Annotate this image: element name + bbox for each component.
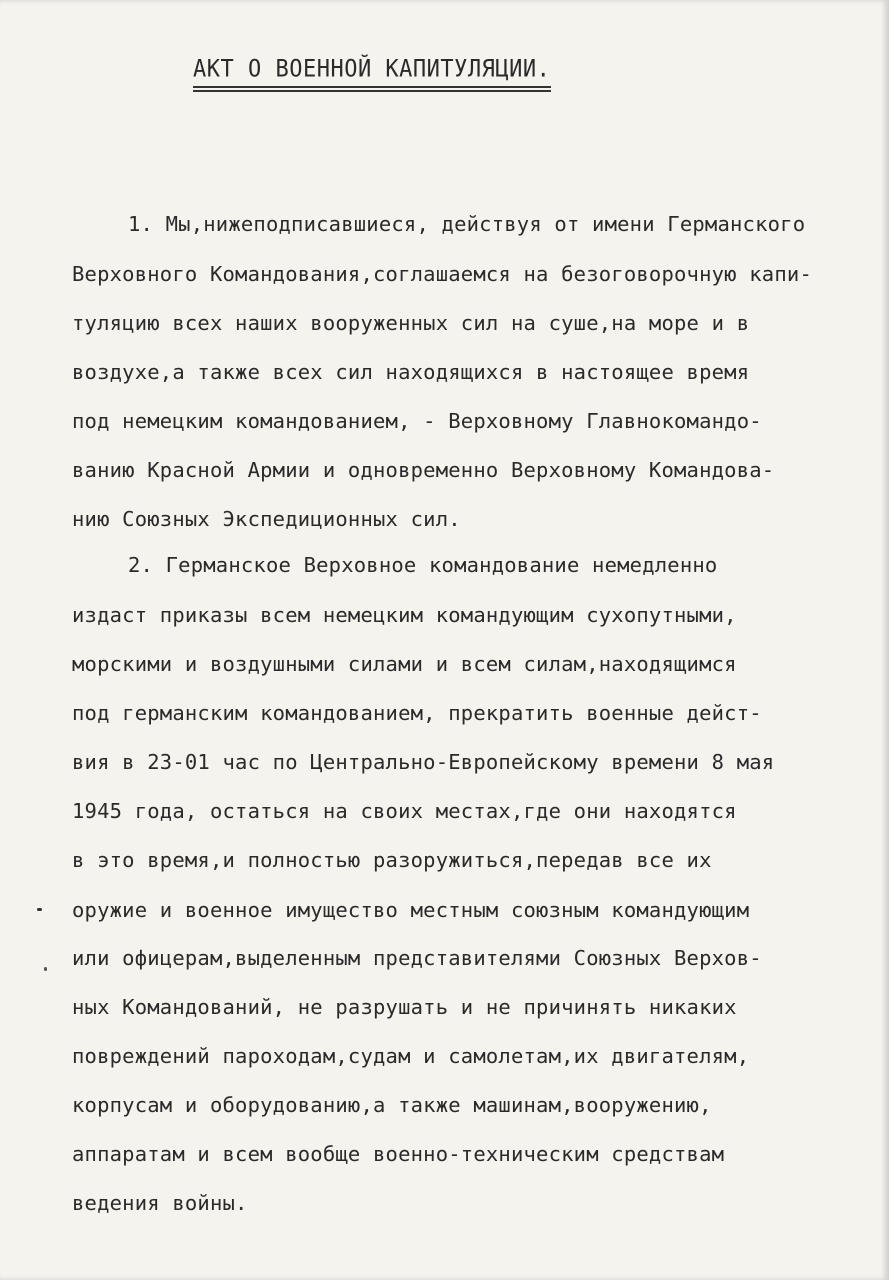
document-title: АКТ О ВОЕННОЙ КАПИТУЛЯЦИИ.	[193, 56, 551, 83]
text-line: туляцию всех наших вооруженных сил на суше,на море и в	[72, 311, 750, 335]
margin-mark	[37, 908, 42, 911]
text-line: ванию Красной Армии и одновременно Верховному Командова-	[72, 458, 775, 482]
text-line: нию Союзных Экспедиционных сил.	[72, 507, 461, 531]
text-line: Верховного Командования,соглашаемся на безоговорочную капи-	[72, 262, 812, 286]
title-underline-second	[193, 90, 551, 92]
text-line: ных Командований, не разрушать и не причинять никаких	[72, 995, 737, 1019]
text-line: под германским командованием, прекратить военные дейст-	[72, 701, 762, 725]
text-line: или офицерам,выделенным представителями Союзных Верхов-	[72, 946, 762, 970]
text-line: под немецким командованием, - Верховному Главнокомандо-	[72, 409, 762, 433]
text-line: ведения войны.	[72, 1191, 248, 1215]
ink-speck	[44, 967, 47, 971]
text-line: издаст приказы всем немецким командующим сухопутными,	[72, 603, 737, 627]
text-line: морскими и воздушными силами и всем силам,находящимся	[72, 652, 737, 676]
text-line: 2. Германское Верховное командование немедленно	[128, 553, 718, 577]
text-line: оружие и военное имущество местным союзным командующим	[72, 898, 750, 922]
text-line: воздухе,а также всех сил находящихся в настоящее время	[72, 360, 750, 384]
title-underline	[193, 86, 551, 88]
text-line: корпусам и оборудованию,а также машинам,вооружению,	[72, 1093, 712, 1117]
text-line: вия в 23-01 час по Центрально-Европейскому времени 8 мая	[72, 750, 775, 774]
text-line: 1. Мы,нижеподписавшиеся, действуя от имени Германского	[128, 212, 806, 236]
text-line: 1945 года, остаться на своих местах,где они находятся	[72, 799, 737, 823]
text-line: повреждений пароходам,судам и самолетам,их двигателям,	[72, 1044, 750, 1068]
text-line: в это время,и полностью разоружиться,передав все их	[72, 848, 712, 872]
text-line: аппаратам и всем вообще военно-техническим средствам	[72, 1142, 725, 1166]
